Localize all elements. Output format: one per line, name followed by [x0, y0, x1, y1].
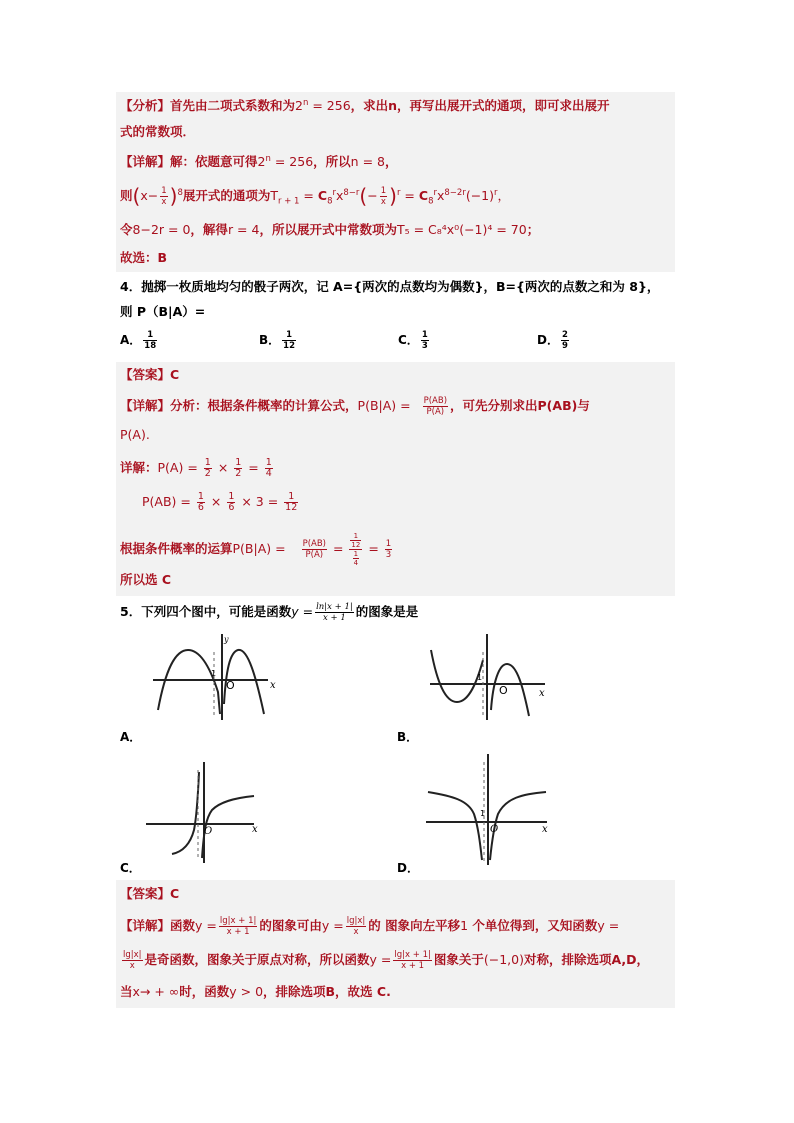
- calc-formula: $\frac{P(AB)}{P(A)}$ = $\frac{\frac{1}{12}}{\frac{1}{4}}$ = $\frac{1}{3}$: [302, 532, 392, 567]
- base-func-fraction: [346, 916, 367, 937]
- svg-text:x: x: [539, 688, 545, 699]
- binomial-expression: (x− $\frac{1}{x}$ )$^8$: [132, 184, 183, 208]
- general-term-formula: $T_{r + 1} = C_8^rx^{8-r}(-$ $\frac{1}{x}$ )$^r = C_8^rx^{8-2r}(-1)^r$，: [270, 184, 511, 208]
- frac-den: x: [129, 961, 135, 971]
- detail-text-3: 对称，排除选项A,D，: [523, 952, 649, 967]
- formula-lhs: P(B|A) =: [357, 398, 411, 413]
- detail-text-2: 的图象可由: [259, 918, 322, 933]
- svg-text:O: O: [226, 679, 235, 692]
- conclusion-text: 所以选 C: [120, 572, 172, 587]
- q4-pa-line: [120, 458, 275, 479]
- solve-text: ，解得: [190, 222, 228, 237]
- frac-den: 3: [421, 341, 428, 351]
- q4-pab-line: [142, 492, 300, 513]
- svg-text:1: 1: [211, 669, 217, 678]
- analysis-text: 首先由二项式系数和为: [170, 98, 296, 113]
- frac-num: P(AB): [423, 396, 448, 406]
- svg-text:x: x: [252, 824, 258, 835]
- curve-right: [490, 792, 546, 860]
- analysis-equation: $2^n = 256$: [295, 97, 351, 113]
- svg-text:1: 1: [477, 673, 483, 682]
- func-y-2: y =: [321, 918, 344, 933]
- q4-stem-line2: [120, 303, 205, 321]
- q5-func-y: y =: [291, 604, 314, 619]
- q5-stem-prefix: 5．下列四个图中，可能是函数: [120, 604, 292, 619]
- frac-num: lg|x + 1|: [219, 916, 257, 926]
- svg-text:O: O: [490, 824, 499, 835]
- curve-left: [158, 650, 220, 714]
- option-label: D．: [537, 333, 559, 347]
- detail-text-4: 个单位得到，又知函数: [468, 918, 598, 933]
- curve-left: [431, 650, 483, 702]
- constant-text: ，所以展开式中常数项为: [259, 222, 397, 237]
- q4-stem-text: 4．抛掷一枚质地均匀的骰子两次，记 A={两次的点数均为偶数}，B={两次的点数之和为 8}，: [120, 279, 660, 294]
- detail-text-3: 的 图象向左平移: [368, 918, 461, 933]
- q3-general-term-line: [120, 186, 510, 207]
- frac-num: lg|x|: [346, 916, 366, 926]
- func-y: y =: [369, 952, 392, 967]
- q3-constant-term-line: [120, 221, 539, 239]
- graph-d-label: D．: [397, 861, 419, 875]
- r-value: r = 4: [227, 222, 260, 237]
- q4-stem-text-2: 则 P（B|A）=: [120, 304, 206, 319]
- inequality: y > 0: [229, 984, 264, 999]
- detail-equation-2: n = 8: [350, 154, 385, 169]
- pa-lhs: P(A) =: [157, 460, 198, 475]
- answer-value: C: [170, 367, 180, 382]
- calc-label: 根据条件概率的运算: [120, 541, 233, 556]
- q3-solution-box: [116, 92, 675, 272]
- q4-answer-line: [120, 366, 179, 384]
- analysis-tag: 【分析】: [120, 98, 171, 113]
- option-label: B．: [259, 333, 281, 347]
- semicolon: ；: [526, 222, 540, 237]
- q3-analysis-line2: [120, 123, 195, 141]
- detail-text: 当: [120, 984, 133, 999]
- frac-num: 1: [143, 330, 157, 341]
- q3-analysis-line1: [120, 97, 610, 115]
- detail-text-3: P(A).: [120, 427, 150, 442]
- q4-stem-line1: [120, 278, 659, 296]
- svg-text:x: x: [542, 824, 548, 835]
- frac-den: x + 1: [401, 961, 425, 971]
- detail-tag: 【详解】: [120, 398, 171, 413]
- q4-option-a[interactable]: [120, 330, 159, 351]
- q5-func-fraction: [315, 602, 354, 623]
- shifted-func-fraction: [219, 916, 257, 937]
- q4-detail-line1: [120, 396, 590, 417]
- q4-option-d[interactable]: [537, 330, 571, 351]
- detail-text-2: 图象关于: [433, 952, 484, 967]
- limit-expr: x→ + ∞: [132, 984, 180, 999]
- general-term-prefix: 则: [120, 188, 133, 203]
- frac-den: 18: [144, 341, 157, 351]
- graph-b[interactable]: [425, 632, 550, 722]
- q5-detail-line2: [120, 950, 649, 971]
- curve-left: [172, 772, 199, 854]
- svg-text:O: O: [499, 684, 508, 697]
- let-text: 令: [120, 222, 133, 237]
- detail-text-2: ，可先分别求出P(AB)与: [450, 398, 590, 413]
- general-term-text: 展开式的通项为: [182, 188, 271, 203]
- svg-text:O: O: [204, 826, 213, 837]
- graph-a-label: A．: [120, 730, 142, 744]
- option-fraction: [561, 330, 569, 351]
- graph-c-label: C．: [120, 861, 141, 875]
- svg-text:x: x: [270, 680, 276, 691]
- option-fraction: [143, 330, 157, 351]
- frac-num: 1: [421, 330, 428, 340]
- q4-detail-line2: [120, 426, 150, 444]
- frac-den: 12: [283, 341, 295, 351]
- symmetry-point: (−1,0): [483, 952, 524, 967]
- detail-text: 函数: [170, 918, 196, 933]
- graph-d[interactable]: [422, 752, 552, 867]
- detail-text: 是奇函数，图象关于原点对称，所以函数: [144, 952, 370, 967]
- svg-text:y: y: [224, 635, 229, 644]
- option-fraction: [421, 330, 429, 351]
- q3-detail-line1: [120, 153, 397, 171]
- frac-den: P(A): [426, 407, 445, 417]
- analysis-text-3: 式的常数项．: [120, 124, 196, 139]
- analysis-text-2: ，求出n，再写出展开式的通项，即可求出展开: [350, 98, 610, 113]
- detail-text-2: 时，函数: [179, 984, 230, 999]
- answer-tag: 【答案】: [120, 886, 171, 901]
- detail-tag: 【详解】: [120, 918, 171, 933]
- detail-text: 分析：根据条件概率的计算公式，: [170, 398, 358, 413]
- q5-stem-suffix: 的图象是是: [355, 604, 419, 619]
- frac-num: 2: [561, 330, 568, 340]
- q5-answer-line: [120, 885, 179, 903]
- detail-tag: 【详解】: [120, 154, 171, 169]
- conditional-prob-fraction: [423, 396, 448, 417]
- graph-b-label: B．: [397, 730, 419, 744]
- curve-right: [491, 664, 529, 716]
- pab-lhs: P(AB) =: [142, 494, 191, 509]
- constant-term-value: T₅ = C₈⁴x⁰(−1)⁴ = 70: [396, 222, 527, 237]
- q5-stem: [120, 602, 418, 623]
- choice-value: B: [157, 250, 168, 265]
- option-fraction: [282, 330, 296, 351]
- graph-a[interactable]: [148, 632, 278, 722]
- frac-den: x + 1: [226, 927, 250, 937]
- frac-num: ln|x + 1|: [316, 602, 353, 612]
- detail-equation-1: $2^n = 256$: [257, 153, 314, 169]
- q4-conclusion-line: [120, 571, 171, 589]
- frac-num: lg|x|: [123, 950, 142, 960]
- frac-den: 9: [561, 341, 568, 351]
- q4-option-b[interactable]: [259, 330, 298, 351]
- frac-den: x + 1: [323, 613, 346, 623]
- choice-label: 故选：: [120, 250, 158, 265]
- shift-amount: 1: [460, 918, 469, 933]
- answer-tag: 【答案】: [120, 367, 171, 382]
- func-y-3: y =: [597, 918, 620, 933]
- odd-func-fraction: [122, 950, 143, 971]
- shifted-func-fraction: [393, 950, 431, 971]
- detail-text-3: ，: [384, 154, 398, 169]
- q4-calc-line: [120, 532, 394, 567]
- frac-num: 1: [282, 330, 296, 341]
- calc-lhs: P(B|A) =: [232, 541, 286, 556]
- equation-r: 8−2r = 0: [132, 222, 191, 237]
- func-y: y =: [195, 918, 217, 933]
- frac-num: lg|x + 1|: [394, 950, 431, 960]
- svg-text:1: 1: [480, 809, 486, 818]
- option-label: C．: [398, 333, 419, 347]
- pa-label: 详解：: [120, 460, 158, 475]
- q3-choice-line: [120, 249, 167, 267]
- detail-text: 解：依题意可得: [170, 154, 258, 169]
- q4-option-c[interactable]: [398, 330, 431, 351]
- q5-detail-line3: [120, 983, 391, 1001]
- pab-formula: P(AB) = $\frac{1}{6}$ × $\frac{1}{6}$ × 3 = $\frac{1}{12}$: [142, 491, 298, 513]
- detail-text-2: ，所以: [313, 154, 351, 169]
- curve-left: [428, 792, 482, 860]
- pa-formula: P(A) = $\frac{1}{2}$ × $\frac{1}{2}$ = $\frac{1}{4}$: [157, 457, 272, 479]
- detail-text-3: ，排除选项B，故选 C.: [263, 984, 391, 999]
- graph-c[interactable]: [142, 760, 270, 865]
- option-label: A．: [120, 333, 142, 347]
- answer-value: C: [170, 886, 180, 901]
- q5-detail-line1: [120, 916, 619, 937]
- frac-den: x: [353, 927, 359, 937]
